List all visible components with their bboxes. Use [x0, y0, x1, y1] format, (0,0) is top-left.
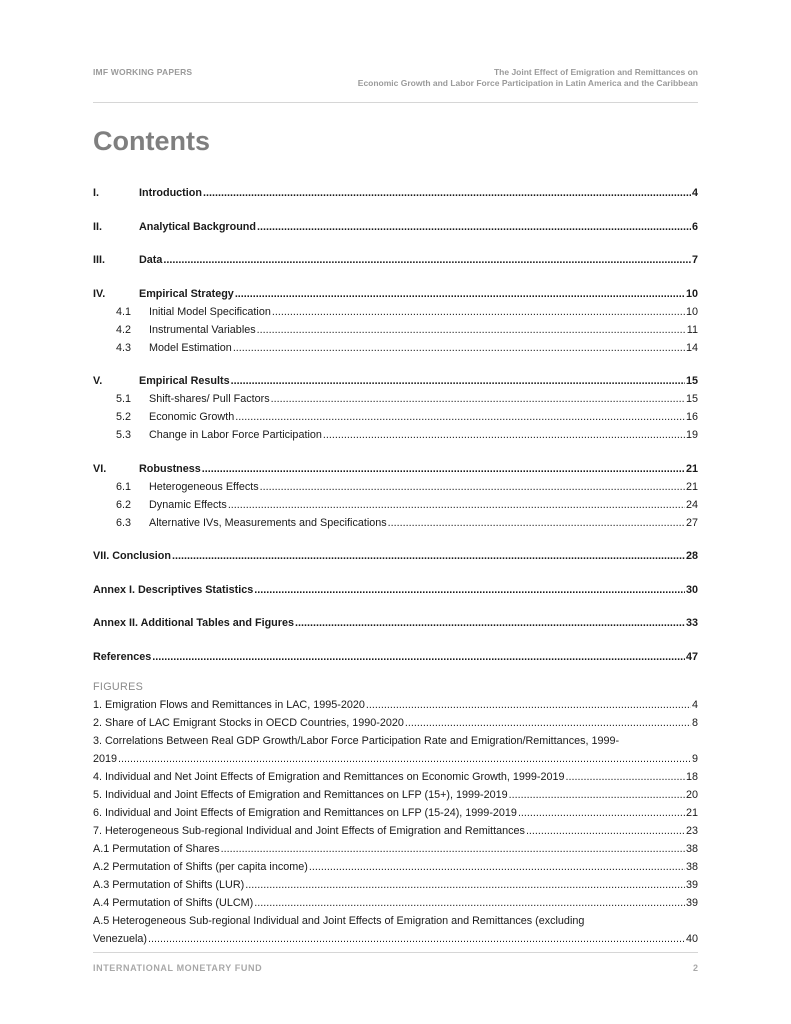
paper-title-line2: Economic Growth and Labor Force Participation in Latin America and the Caribbean — [357, 78, 698, 88]
figure-label: 1. Emigration Flows and Remittances in LAC, 1995-2020 — [93, 698, 365, 711]
toc-num: 5.3 — [116, 429, 132, 441]
footer-publisher: INTERNATIONAL MONETARY FUND — [93, 963, 263, 973]
toc-label: Robustness — [139, 462, 201, 475]
toc-page: 47 — [685, 650, 698, 663]
toc-page: 16 — [685, 411, 698, 423]
leader-dots — [235, 285, 685, 303]
leader-dots — [245, 876, 685, 894]
figure-label-cont: Venezuela) — [93, 932, 148, 945]
figure-entry[interactable] — [93, 696, 698, 714]
leader-dots — [152, 648, 685, 666]
leader-dots — [254, 581, 685, 599]
page-footer — [93, 952, 698, 983]
toc-label: Initial Model Specification — [149, 305, 271, 318]
toc-subentry[interactable] — [93, 390, 698, 408]
toc-label: Empirical Strategy — [139, 287, 234, 300]
toc-num: 5.1 — [116, 393, 132, 405]
leader-dots — [271, 390, 685, 408]
figure-page: 38 — [685, 842, 698, 855]
toc-page: 7 — [691, 254, 698, 266]
figure-label: 7. Heterogeneous Sub-regional Individual and Joint Effects of Emigration and Remittances — [93, 824, 525, 837]
figure-entry-line1[interactable]: 3. Correlations Between Real GDP Growth/Labor Force Participation Rate and Emigration/Remittances, 1999- — [93, 734, 620, 747]
toc-page: 15 — [685, 375, 698, 387]
figure-entry[interactable] — [93, 768, 698, 786]
figure-page: 8 — [691, 716, 698, 729]
table-of-contents — [93, 184, 698, 948]
toc-entry-empirical-results[interactable] — [93, 372, 698, 390]
leader-dots — [260, 478, 685, 496]
toc-num: 6.2 — [116, 498, 132, 511]
toc-num: VI. — [93, 462, 107, 475]
toc-num: III. — [93, 254, 105, 266]
toc-label: Annex II. Additional Tables and Figures — [93, 617, 294, 629]
toc-num: I. — [93, 187, 99, 199]
figure-page: 38 — [685, 860, 698, 873]
figure-label: A.3 Permutation of Shifts (LUR) — [93, 878, 245, 891]
toc-entry-conclusion[interactable] — [93, 547, 698, 565]
leader-dots — [405, 714, 691, 732]
figure-page: 21 — [685, 806, 698, 819]
toc-subentry[interactable] — [93, 339, 698, 357]
leader-dots — [566, 768, 685, 786]
toc-subentry[interactable] — [93, 496, 698, 514]
toc-page: 33 — [685, 617, 698, 629]
toc-page: 15 — [685, 393, 698, 405]
leader-dots — [231, 372, 685, 390]
toc-label: Change in Labor Force Participation — [149, 429, 322, 441]
toc-num: V. — [93, 375, 103, 387]
toc-num: 6.3 — [116, 516, 132, 529]
toc-entry-annex-2[interactable] — [93, 614, 698, 632]
figure-entry[interactable] — [93, 804, 698, 822]
leader-dots — [235, 408, 685, 426]
leader-dots — [309, 858, 685, 876]
figure-page: 40 — [685, 932, 698, 945]
leader-dots — [148, 930, 685, 948]
leader-dots — [203, 184, 691, 202]
leader-dots — [163, 251, 691, 269]
toc-page: 11 — [686, 323, 698, 336]
toc-label: VII. Conclusion — [93, 550, 171, 562]
figures-heading: FIGURES — [93, 680, 144, 693]
figure-label-cont: 2019 — [93, 752, 118, 765]
figure-label: 4. Individual and Net Joint Effects of Emigration and Remittances on Economic Growth, 1999-2019 — [93, 770, 565, 783]
leader-dots — [257, 321, 686, 339]
leader-dots — [366, 696, 691, 714]
paper-title-line1: The Joint Effect of Emigration and Remittances on — [493, 67, 698, 77]
leader-dots — [388, 514, 685, 532]
toc-label: Empirical Results — [139, 375, 230, 387]
figure-entry[interactable] — [93, 840, 698, 858]
toc-num: 4.3 — [116, 341, 132, 354]
figure-entry[interactable] — [93, 894, 698, 912]
leader-dots — [518, 804, 685, 822]
page-number: 2 — [692, 963, 698, 973]
figure-entry[interactable] — [93, 930, 698, 948]
toc-label: Data — [139, 254, 163, 266]
figure-label: 6. Individual and Joint Effects of Emigration and Remittances on LFP (15-24), 1999-2019 — [93, 806, 517, 819]
toc-entry-annex-1[interactable] — [93, 581, 698, 599]
toc-num: 5.2 — [116, 411, 132, 423]
page-header — [93, 64, 698, 103]
leader-dots — [172, 547, 685, 565]
toc-page: 10 — [685, 305, 698, 318]
figure-label: A.2 Permutation of Shifts (per capita income) — [93, 860, 308, 873]
toc-subentry[interactable] — [93, 408, 698, 426]
toc-label: Heterogeneous Effects — [149, 480, 259, 493]
leader-dots — [272, 303, 685, 321]
leader-dots — [202, 460, 685, 478]
toc-entry-introduction[interactable] — [93, 184, 698, 202]
leader-dots — [323, 426, 685, 444]
toc-page: 21 — [685, 462, 698, 475]
toc-page: 28 — [685, 550, 698, 562]
toc-label: Analytical Background — [139, 220, 256, 233]
toc-label: Shift-shares/ Pull Factors — [149, 393, 270, 405]
toc-subentry[interactable] — [93, 514, 698, 532]
toc-label: Dynamic Effects — [149, 498, 227, 511]
leader-dots — [526, 822, 685, 840]
toc-num: IV. — [93, 287, 106, 300]
toc-entry-analytical-background[interactable] — [93, 218, 698, 236]
leader-dots — [228, 496, 685, 514]
figure-label: A.1 Permutation of Shares — [93, 842, 220, 855]
toc-subentry[interactable] — [93, 303, 698, 321]
toc-page: 27 — [685, 516, 698, 529]
toc-page: 6 — [691, 220, 698, 233]
series-title: IMF WORKING PAPERS — [93, 67, 193, 77]
toc-num: II. — [93, 220, 102, 233]
figure-page: 4 — [691, 698, 698, 711]
toc-page: 14 — [685, 341, 698, 354]
toc-page: 4 — [691, 187, 698, 199]
leader-dots — [254, 894, 685, 912]
page-title: Contents — [93, 126, 210, 156]
toc-label: Economic Growth — [149, 411, 235, 423]
figure-entry[interactable] — [93, 714, 698, 732]
figure-entry-line1[interactable]: A.5 Heterogeneous Sub-regional Individual and Joint Effects of Emigration and Remittances (excluding — [93, 914, 585, 927]
toc-label: Model Estimation — [149, 341, 232, 354]
figure-entry[interactable] — [93, 786, 698, 804]
paper-title — [358, 67, 698, 89]
figure-page: 23 — [685, 824, 698, 837]
toc-label: Introduction — [139, 187, 202, 199]
toc-num: 4.2 — [116, 323, 132, 336]
figure-label: 2. Share of LAC Emigrant Stocks in OECD Countries, 1990-2020 — [93, 716, 404, 729]
figure-page: 39 — [685, 896, 698, 909]
toc-num: 4.1 — [116, 305, 132, 318]
toc-subentry[interactable] — [93, 321, 698, 339]
toc-label: Alternative IVs, Measurements and Specifications — [149, 516, 387, 529]
leader-dots — [257, 218, 691, 236]
toc-page: 30 — [685, 583, 698, 596]
toc-num: 6.1 — [116, 480, 132, 493]
figure-page: 9 — [691, 752, 698, 765]
toc-entry-robustness[interactable] — [93, 460, 698, 478]
figure-label: 5. Individual and Joint Effects of Emigration and Remittances on LFP (15+), 1999-2019 — [93, 788, 508, 801]
toc-label: Annex I. Descriptives Statistics — [93, 583, 254, 596]
figure-page: 20 — [685, 788, 698, 801]
toc-label: References — [93, 650, 152, 663]
leader-dots — [295, 614, 685, 632]
figure-page: 18 — [685, 770, 698, 783]
toc-page: 24 — [685, 498, 698, 511]
figure-entry[interactable] — [93, 858, 698, 876]
leader-dots — [221, 840, 685, 858]
figure-page: 39 — [685, 878, 698, 891]
figure-entry[interactable] — [93, 876, 698, 894]
toc-entry-data[interactable] — [93, 251, 698, 269]
leader-dots — [118, 750, 691, 768]
figure-entry[interactable] — [93, 822, 698, 840]
toc-entry-references[interactable] — [93, 648, 698, 666]
leader-dots — [509, 786, 685, 804]
figure-label: A.4 Permutation of Shifts (ULCM) — [93, 896, 254, 909]
toc-page: 19 — [685, 429, 698, 441]
toc-entry-empirical-strategy[interactable] — [93, 285, 698, 303]
leader-dots — [233, 339, 685, 357]
figure-entry[interactable] — [93, 750, 698, 768]
toc-page: 21 — [685, 480, 698, 493]
toc-label: Instrumental Variables — [149, 323, 256, 336]
toc-subentry[interactable] — [93, 426, 698, 444]
toc-subentry[interactable] — [93, 478, 698, 496]
toc-page: 10 — [685, 287, 698, 300]
